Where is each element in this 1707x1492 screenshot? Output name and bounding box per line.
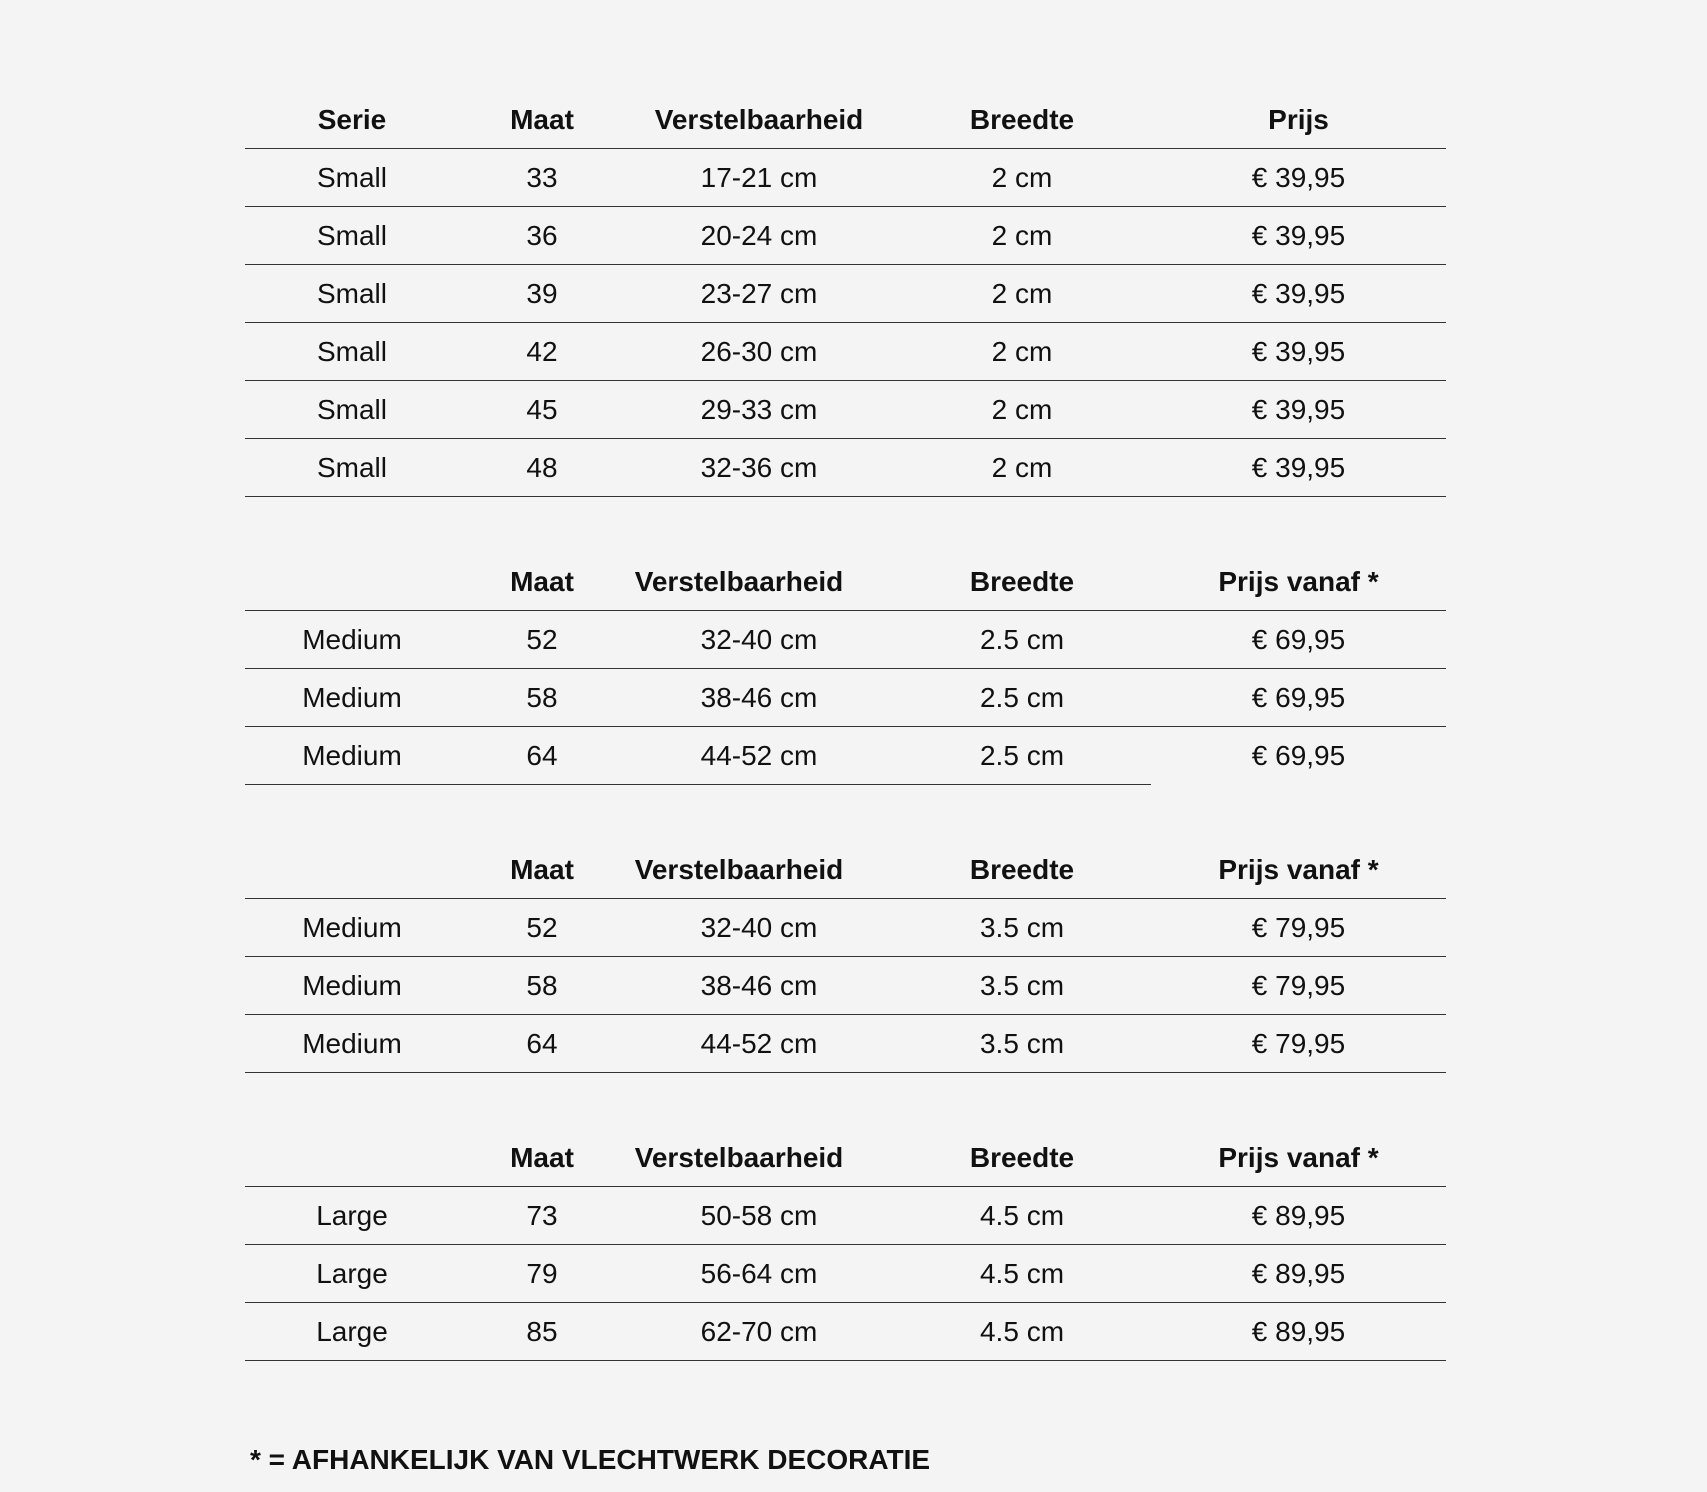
price-table-4: [245, 1130, 1446, 1361]
cell-breedte: 4.5 cm: [893, 1187, 1151, 1245]
cell-prijs: € 69,95: [1151, 669, 1446, 727]
header-breedte: Breedte: [893, 92, 1151, 149]
cell-serie: Small: [245, 381, 459, 439]
cell-prijs: € 69,95: [1151, 727, 1446, 785]
cell-verstelbaarheid: 38-46 cm: [625, 957, 893, 1015]
header-prijs: Prijs vanaf *: [1151, 1130, 1446, 1187]
cell-breedte: 2 cm: [893, 439, 1151, 497]
table-row: [245, 899, 1446, 957]
footnote: * = AFHANKELIJK VAN VLECHTWERK DECORATIE: [250, 1444, 931, 1475]
header-serie: [245, 1130, 459, 1187]
header-prijs: Prijs vanaf *: [1151, 842, 1446, 899]
header-breedte: Breedte: [893, 1130, 1151, 1187]
cell-maat: 64: [459, 727, 625, 785]
header-breedte: Breedte: [893, 554, 1151, 611]
cell-verstelbaarheid: 56-64 cm: [625, 1245, 893, 1303]
cell-serie: Small: [245, 149, 459, 207]
cell-breedte: 2 cm: [893, 149, 1151, 207]
cell-breedte: 2 cm: [893, 207, 1151, 265]
table-row: [245, 1187, 1446, 1245]
cell-maat: 42: [459, 323, 625, 381]
header-verstelbaarheid: Verstelbaarheid: [625, 842, 893, 899]
cell-maat: 33: [459, 149, 625, 207]
cell-verstelbaarheid: 17-21 cm: [625, 149, 893, 207]
table-row: [245, 1303, 1446, 1361]
cell-serie: Medium: [245, 611, 459, 669]
table-row: [245, 957, 1446, 1015]
table-row: [245, 439, 1446, 497]
cell-breedte: 4.5 cm: [893, 1245, 1151, 1303]
cell-maat: 39: [459, 265, 625, 323]
cell-serie: Medium: [245, 899, 459, 957]
price-table-2: [245, 554, 1446, 785]
cell-verstelbaarheid: 26-30 cm: [625, 323, 893, 381]
cell-maat: 48: [459, 439, 625, 497]
cell-verstelbaarheid: 44-52 cm: [625, 1015, 893, 1073]
table-row: [245, 611, 1446, 669]
header-maat: Maat: [459, 842, 625, 899]
cell-serie: Small: [245, 207, 459, 265]
header-verstelbaarheid: Verstelbaarheid: [625, 1130, 893, 1187]
table-row: [245, 149, 1446, 207]
cell-breedte: 2 cm: [893, 381, 1151, 439]
cell-maat: 52: [459, 611, 625, 669]
price-table-1: [245, 92, 1446, 497]
cell-maat: 58: [459, 669, 625, 727]
cell-serie: Large: [245, 1303, 459, 1361]
cell-maat: 85: [459, 1303, 625, 1361]
table-row: [245, 1015, 1446, 1073]
header-serie: [245, 554, 459, 611]
cell-verstelbaarheid: 20-24 cm: [625, 207, 893, 265]
cell-prijs: € 39,95: [1151, 381, 1446, 439]
table-spacer: [245, 497, 1446, 554]
header-breedte: Breedte: [893, 842, 1151, 899]
table-row: [245, 207, 1446, 265]
cell-breedte: 3.5 cm: [893, 899, 1151, 957]
cell-breedte: 3.5 cm: [893, 957, 1151, 1015]
cell-breedte: 2 cm: [893, 323, 1151, 381]
cell-verstelbaarheid: 32-40 cm: [625, 611, 893, 669]
table-row: [245, 669, 1446, 727]
cell-verstelbaarheid: 44-52 cm: [625, 727, 893, 785]
cell-prijs: € 79,95: [1151, 899, 1446, 957]
header-verstelbaarheid: Verstelbaarheid: [625, 554, 893, 611]
cell-prijs: € 89,95: [1151, 1187, 1446, 1245]
cell-verstelbaarheid: 29-33 cm: [625, 381, 893, 439]
cell-prijs: € 79,95: [1151, 1015, 1446, 1073]
cell-serie: Large: [245, 1187, 459, 1245]
cell-prijs: € 89,95: [1151, 1303, 1446, 1361]
cell-verstelbaarheid: 50-58 cm: [625, 1187, 893, 1245]
cell-maat: 52: [459, 899, 625, 957]
cell-prijs: € 39,95: [1151, 149, 1446, 207]
cell-maat: 36: [459, 207, 625, 265]
header-maat: Maat: [459, 1130, 625, 1187]
cell-prijs: € 79,95: [1151, 957, 1446, 1015]
header-prijs: Prijs vanaf *: [1151, 554, 1446, 611]
header-maat: Maat: [459, 92, 625, 149]
header-prijs: Prijs: [1151, 92, 1446, 149]
cell-prijs: € 89,95: [1151, 1245, 1446, 1303]
cell-breedte: 2.5 cm: [893, 611, 1151, 669]
price-table-3: [245, 842, 1446, 1073]
cell-prijs: € 39,95: [1151, 323, 1446, 381]
cell-verstelbaarheid: 32-36 cm: [625, 439, 893, 497]
cell-serie: Medium: [245, 957, 459, 1015]
cell-serie: Large: [245, 1245, 459, 1303]
cell-prijs: € 39,95: [1151, 207, 1446, 265]
cell-prijs: € 69,95: [1151, 611, 1446, 669]
cell-serie: Medium: [245, 669, 459, 727]
cell-serie: Medium: [245, 1015, 459, 1073]
cell-verstelbaarheid: 38-46 cm: [625, 669, 893, 727]
cell-maat: 64: [459, 1015, 625, 1073]
price-sheet: [245, 92, 1446, 1361]
cell-verstelbaarheid: 23-27 cm: [625, 265, 893, 323]
header-maat: Maat: [459, 554, 625, 611]
cell-verstelbaarheid: 62-70 cm: [625, 1303, 893, 1361]
cell-serie: Small: [245, 323, 459, 381]
table-header-row: [245, 554, 1446, 611]
header-verstelbaarheid: Verstelbaarheid: [625, 92, 893, 149]
table-spacer: [245, 785, 1446, 842]
cell-breedte: 2.5 cm: [893, 669, 1151, 727]
table-row: [245, 381, 1446, 439]
header-serie: [245, 842, 459, 899]
table-header-row: [245, 842, 1446, 899]
cell-prijs: € 39,95: [1151, 265, 1446, 323]
table-header-row: [245, 1130, 1446, 1187]
cell-breedte: 3.5 cm: [893, 1015, 1151, 1073]
header-serie: Serie: [245, 92, 459, 149]
cell-serie: Small: [245, 265, 459, 323]
cell-maat: 73: [459, 1187, 625, 1245]
cell-maat: 58: [459, 957, 625, 1015]
table-spacer: [245, 1073, 1446, 1130]
cell-maat: 45: [459, 381, 625, 439]
table-row: [245, 1245, 1446, 1303]
table-row: [245, 323, 1446, 381]
table-row: [245, 265, 1446, 323]
cell-serie: Small: [245, 439, 459, 497]
cell-breedte: 2.5 cm: [893, 727, 1151, 785]
cell-breedte: 4.5 cm: [893, 1303, 1151, 1361]
table-row: [245, 727, 1446, 785]
cell-breedte: 2 cm: [893, 265, 1151, 323]
cell-verstelbaarheid: 32-40 cm: [625, 899, 893, 957]
cell-serie: Medium: [245, 727, 459, 785]
cell-prijs: € 39,95: [1151, 439, 1446, 497]
cell-maat: 79: [459, 1245, 625, 1303]
table-header-row: [245, 92, 1446, 149]
